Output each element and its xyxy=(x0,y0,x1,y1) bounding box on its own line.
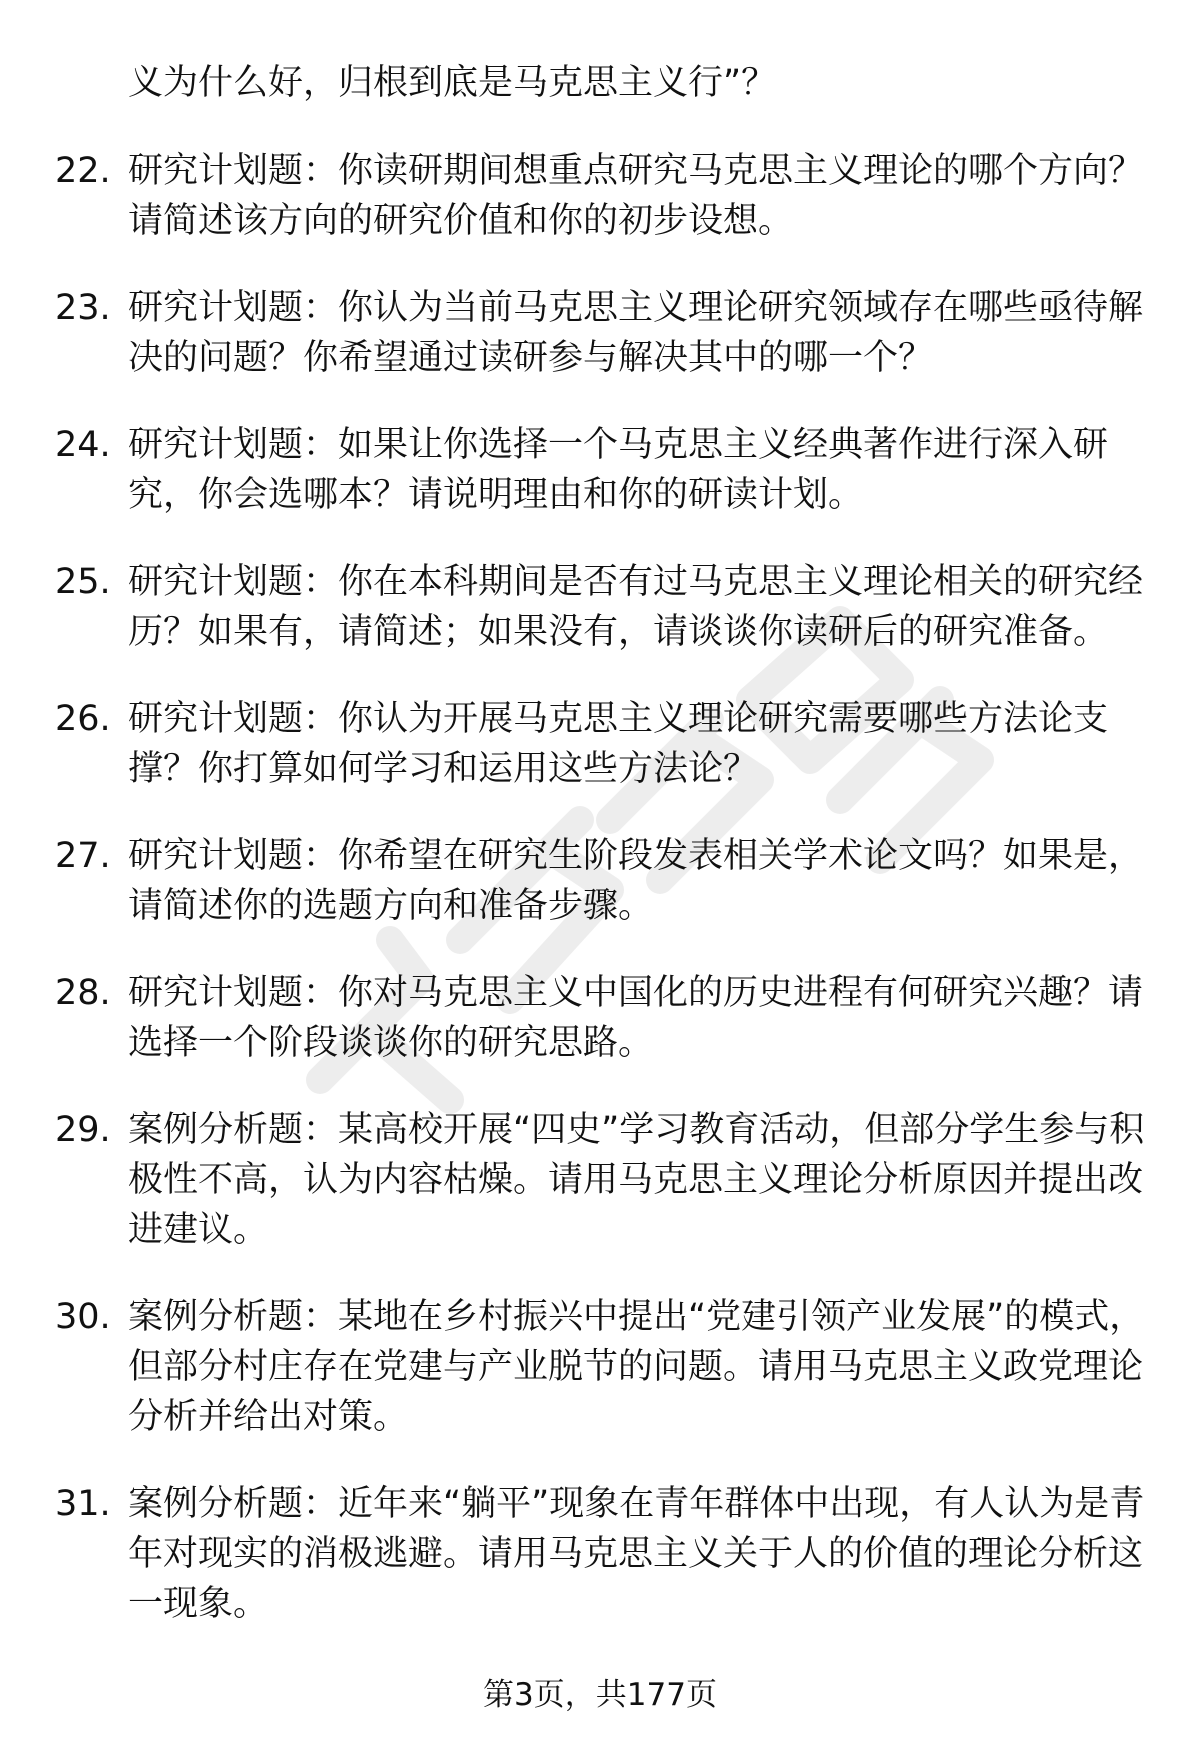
list-item xyxy=(55,420,1145,520)
question-number: 22. xyxy=(55,151,111,191)
question-number: 30. xyxy=(55,1297,111,1337)
continuation-text: 义为什么好，归根到底是马克思主义行”？ xyxy=(128,63,777,103)
question-text: 研究计划题：你读研期间想重点研究马克思主义理论的哪个方向？请简述该方向的研究价值和你的初步设想。 xyxy=(128,151,1144,241)
list-item xyxy=(55,831,1145,931)
question-number: 27. xyxy=(55,836,111,876)
question-text: 研究计划题：你对马克思主义中国化的历史进程有何研究兴趣？请选择一个阶段谈谈你的研究思路。 xyxy=(128,973,1144,1063)
question-text: 研究计划题：你在本科期间是否有过马克思主义理论相关的研究经历？如果有，请简述；如果没有，请谈谈你读研后的研究准备。 xyxy=(128,562,1144,652)
question-number: 31. xyxy=(55,1484,111,1524)
question-number: 28. xyxy=(55,973,111,1013)
question-number: 29. xyxy=(55,1110,111,1150)
question-number: 24. xyxy=(55,425,111,465)
question-list xyxy=(55,58,1145,1666)
question-text: 案例分析题：某地在乡村振兴中提出“党建引领产业发展”的模式，但部分村庄存在党建与产业脱节的问题。请用马克思主义政党理论分析并给出对策。 xyxy=(128,1297,1145,1437)
list-item xyxy=(55,146,1145,246)
list-item xyxy=(55,1105,1145,1255)
question-number: 25. xyxy=(55,562,111,602)
question-text: 案例分析题：近年来“躺平”现象在青年群体中出现，有人认为是青年对现实的消极逃避。请用马克思主义关于人的价值的理论分析这一现象。 xyxy=(128,1484,1145,1624)
question-text: 研究计划题：如果让你选择一个马克思主义经典著作进行深入研究，你会选哪本？请说明理由和你的研读计划。 xyxy=(128,425,1109,515)
list-item xyxy=(55,694,1145,794)
list-item xyxy=(55,1479,1145,1629)
list-item xyxy=(55,557,1145,657)
question-text: 研究计划题：你认为开展马克思主义理论研究需要哪些方法论支撑？你打算如何学习和运用这些方法论？ xyxy=(128,699,1109,789)
page-footer: 第3页，共177页 xyxy=(483,1677,717,1713)
list-item xyxy=(55,968,1145,1068)
question-text: 案例分析题：某高校开展“四史”学习教育活动，但部分学生参与积极性不高，认为内容枯燥。请用马克思主义理论分析原因并提出改进建议。 xyxy=(128,1110,1145,1250)
list-item xyxy=(55,283,1145,383)
list-item xyxy=(55,1292,1145,1442)
question-text: 研究计划题：你认为当前马克思主义理论研究领域存在哪些亟待解决的问题？你希望通过读研参与解决其中的哪一个？ xyxy=(128,288,1144,378)
question-number: 23. xyxy=(55,288,111,328)
question-number: 26. xyxy=(55,699,111,739)
question-text: 研究计划题：你希望在研究生阶段发表相关学术论文吗？如果是，请简述你的选题方向和准备步骤。 xyxy=(128,836,1144,926)
